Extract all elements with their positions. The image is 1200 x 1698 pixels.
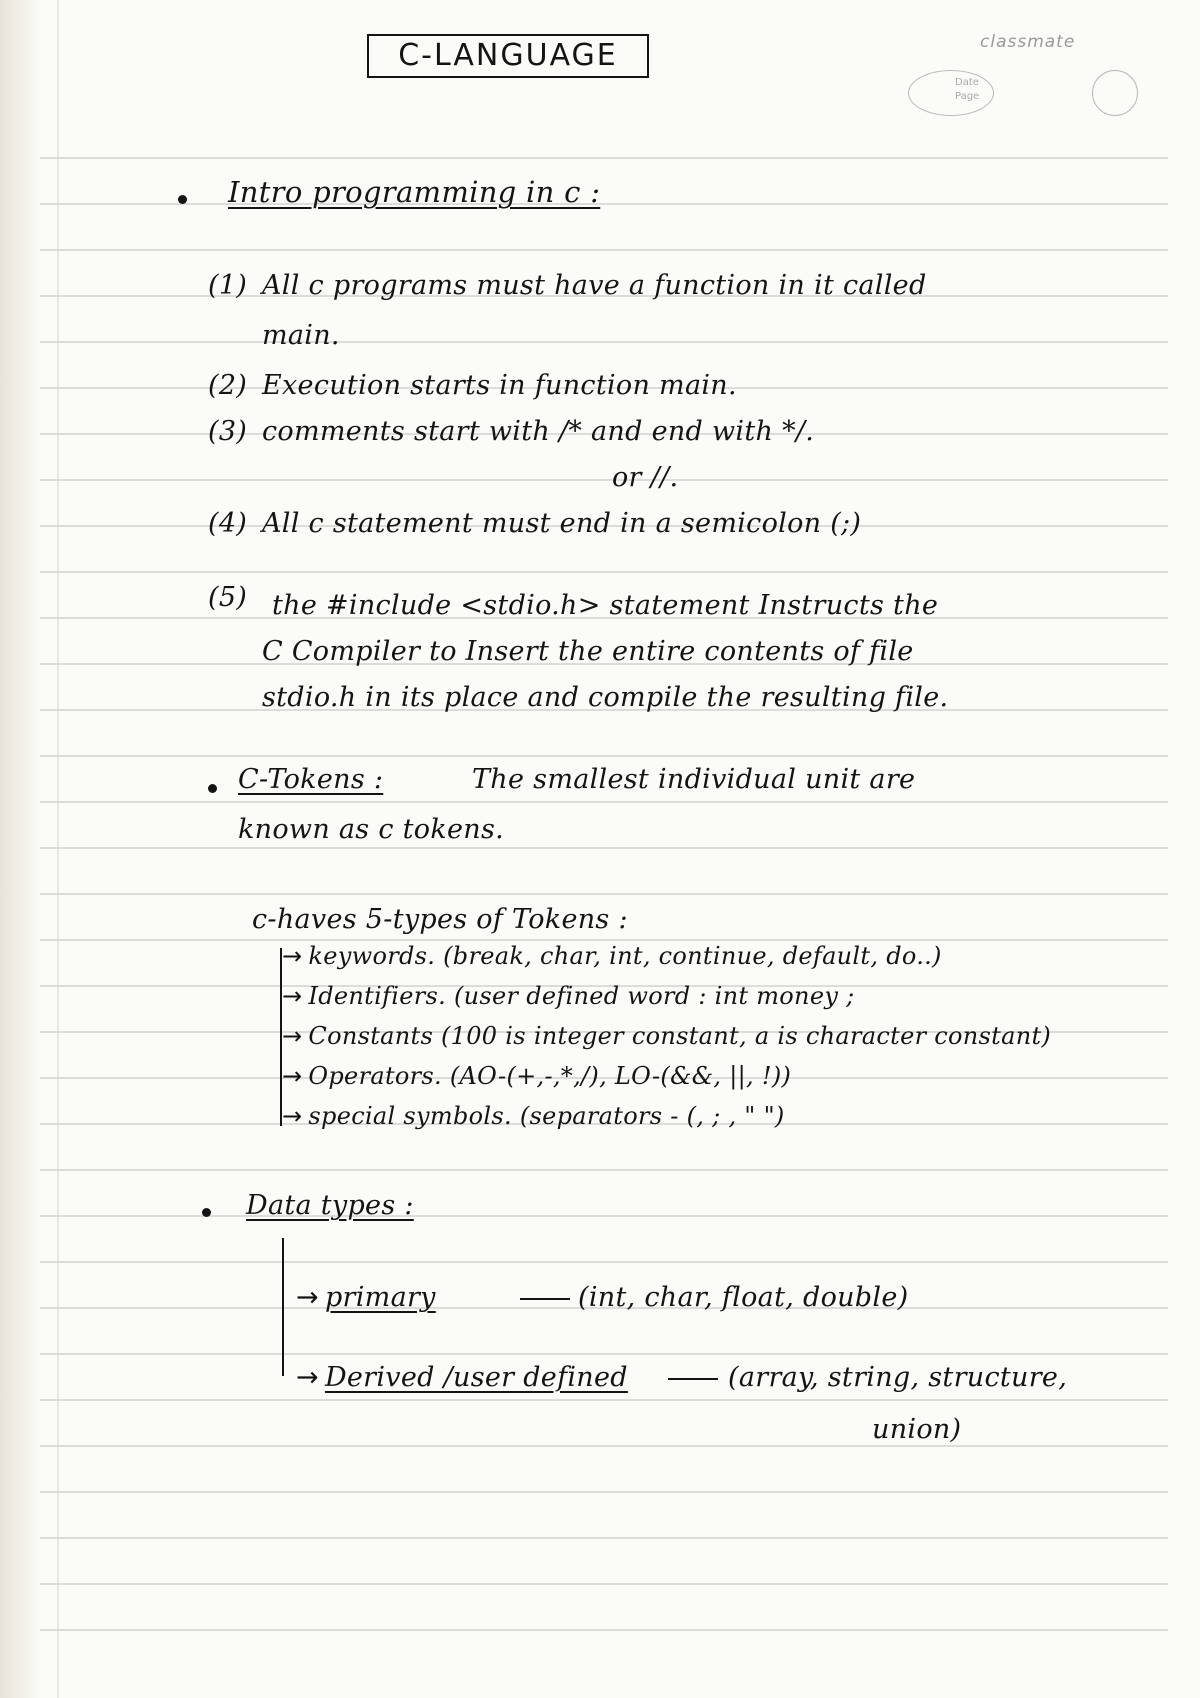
point-number: (1): [208, 270, 248, 301]
point-number: (2): [208, 370, 248, 401]
data-types-heading: Data types :: [246, 1190, 414, 1221]
data-type-item: [296, 1282, 436, 1313]
date-field: [908, 70, 994, 116]
bullet-icon: [178, 195, 187, 204]
token-type-text: special symbols. (separators - (, ; , " "): [308, 1102, 785, 1130]
tokens-definition: known as c tokens.: [238, 814, 504, 845]
bullet-icon: [202, 1208, 211, 1217]
point-text: C Compiler to Insert the entire contents of file: [262, 636, 914, 667]
data-type-label: Derived /user defined: [324, 1362, 628, 1393]
token-type-text: Identifiers. (user defined word : int money ;: [308, 982, 855, 1010]
dash-connector: [520, 1298, 570, 1300]
page-label: Page: [955, 91, 980, 102]
data-type-label: primary: [324, 1282, 436, 1313]
token-types-heading: c-haves 5-types of Tokens :: [252, 904, 628, 935]
data-type-value: (array, string, structure,: [728, 1362, 1068, 1393]
arrow-icon: →: [282, 982, 303, 1010]
point-text: Execution starts in function main.: [262, 370, 737, 401]
point-text: the #include <stdio.h> statement Instructs the: [272, 590, 939, 621]
point-number: (4): [208, 508, 248, 539]
token-type-item: [282, 1102, 785, 1130]
point-text: or //.: [612, 462, 679, 493]
arrow-icon: →: [282, 942, 303, 970]
arrow-icon: →: [282, 1062, 303, 1090]
dash-connector: [668, 1378, 718, 1380]
data-type-value: union): [872, 1414, 962, 1445]
token-type-text: Constants (100 is integer constant, a is character constant): [308, 1022, 1052, 1050]
arrow-icon: →: [296, 1362, 319, 1393]
intro-heading: Intro programming in c :: [228, 175, 601, 209]
arrow-icon: →: [282, 1022, 303, 1050]
token-type-text: Operators. (AO-(+,-,*,/), LO-(&&, ||, !)): [308, 1062, 792, 1090]
tokens-definition: The smallest individual unit are: [472, 764, 916, 795]
date-label: Date: [955, 77, 979, 88]
arrow-icon: →: [296, 1282, 319, 1313]
point-text: All c programs must have a function in it called: [262, 270, 927, 301]
token-type-item: [282, 1062, 791, 1090]
tree-connector: [282, 1238, 284, 1376]
point-number: (5): [208, 582, 248, 613]
point-text: All c statement must end in a semicolon (;): [262, 508, 862, 539]
token-type-text: keywords. (break, char, int, continue, default, do..): [308, 942, 942, 970]
page-title: C-LANGUAGE: [367, 34, 649, 78]
page-number-field: [1092, 70, 1138, 116]
arrow-icon: →: [282, 1102, 303, 1130]
token-type-item: [282, 1022, 1051, 1050]
point-text: main.: [262, 320, 340, 351]
brand-mark: classmate: [980, 32, 1076, 52]
token-type-item: [282, 942, 942, 970]
point-text: stdio.h in its place and compile the resulting file.: [262, 682, 949, 713]
data-type-item: [296, 1362, 628, 1393]
token-type-item: [282, 982, 855, 1010]
point-number: (3): [208, 416, 248, 447]
point-text: comments start with /* and end with */.: [262, 416, 815, 447]
tokens-heading: C-Tokens :: [238, 764, 384, 795]
bullet-icon: [208, 784, 217, 793]
data-type-value: (int, char, float, double): [578, 1282, 909, 1313]
